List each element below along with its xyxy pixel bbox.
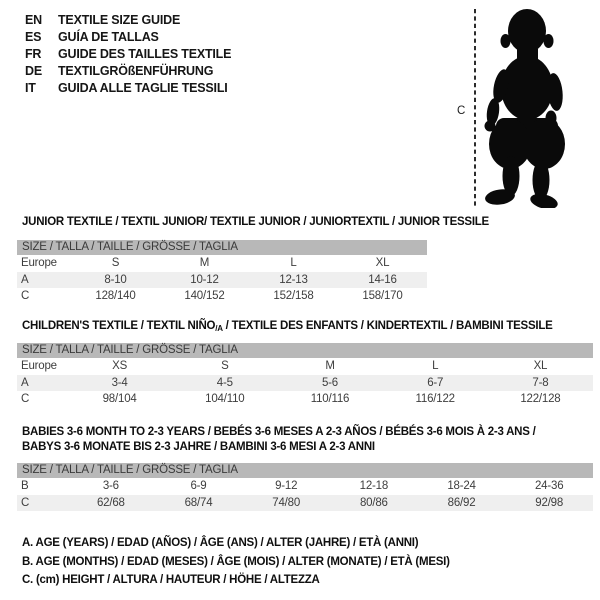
lang-title: TEXTILGRÖßENFÜHRUNG: [58, 64, 214, 79]
age-cell: 14-16: [368, 273, 397, 286]
lang-title: GUIDA ALLE TAGLIE TESSILI: [58, 81, 228, 96]
size-cell: M: [199, 257, 210, 270]
row-label: A: [21, 273, 29, 286]
babies-table-title: [22, 425, 536, 455]
children-table-title: [22, 319, 553, 336]
title-line-2: BABYS 3-6 MONATE BIS 2-3 JAHRE / BAMBINI 3-6 MESI A 2-3 ANNI: [22, 441, 375, 453]
table-row-europe: [17, 255, 427, 272]
row-label: B: [21, 480, 29, 493]
row-label: C: [21, 393, 30, 406]
row-label: C: [21, 496, 30, 509]
table-row-age: [17, 272, 427, 289]
lang-row-es: [25, 28, 231, 45]
lang-row-it: [25, 80, 231, 97]
size-cell: L: [432, 360, 439, 373]
height-cell: 98/104: [102, 393, 137, 406]
months-cell: 18-24: [447, 480, 476, 493]
age-cell: 12-13: [279, 273, 308, 286]
size-cell: XL: [533, 360, 548, 373]
age-cell: 6-7: [427, 376, 444, 389]
babies-size-table: [17, 463, 593, 511]
age-cell: 3-4: [111, 376, 128, 389]
height-cell: 92/98: [535, 496, 564, 509]
height-cell: 122/128: [520, 393, 561, 406]
toddler-silhouette: [484, 9, 565, 208]
height-cell: 62/68: [96, 496, 125, 509]
age-cell: 5-6: [321, 376, 339, 389]
lang-title: GUÍA DE TALLAS: [58, 29, 159, 44]
months-cell: 3-6: [102, 480, 119, 493]
size-header-bar: SIZE / TALLA / TAILLE / GRÖSSE / TAGLIA: [17, 463, 593, 478]
months-cell: 9-12: [275, 480, 298, 493]
footnote-age-years: A. AGE (YEARS) / EDAD (AÑOS) / ÂGE (ANS) / ALTER (JAHRE) / ETÀ (ANNI): [22, 537, 419, 549]
height-measure-label: C: [457, 105, 466, 117]
size-header-bar: SIZE / TALLA / TAILLE / GRÖSSE / TAGLIA: [17, 343, 593, 358]
table-row-age: [17, 375, 593, 392]
lang-row-fr: [25, 45, 231, 62]
row-label: Europe: [21, 257, 57, 270]
junior-table-title: JUNIOR TEXTILE / TEXTIL JUNIOR/ TEXTILE JUNIOR / JUNIORTEXTIL / JUNIOR TESSILE: [22, 216, 489, 228]
row-label: C: [21, 290, 30, 303]
size-cell: S: [221, 360, 229, 373]
junior-size-table: [17, 240, 427, 305]
size-cell: XS: [112, 360, 128, 373]
table-row-months: [17, 478, 593, 495]
title-subscript: /A: [215, 324, 223, 333]
legend-footnotes: [22, 534, 450, 590]
height-cell: 80/86: [359, 496, 388, 509]
height-cell: 152/158: [273, 290, 314, 303]
height-cell: 86/92: [447, 496, 476, 509]
row-label: A: [21, 376, 29, 389]
table-row-height: [17, 288, 427, 305]
size-cell: M: [325, 360, 335, 373]
size-cell: S: [111, 257, 120, 270]
height-cell: 74/80: [272, 496, 301, 509]
lang-title: GUIDE DES TAILLES TEXTILE: [58, 46, 232, 61]
title-line-1: BABIES 3-6 MONTH TO 2-3 YEARS / BEBÉS 3-6 MESES A 2-3 AÑOS / BÉBÉS 3-6 MOIS À 2-3 ANS /: [22, 426, 536, 438]
title-text: CHILDREN'S TEXTILE / TEXTIL NIÑO: [22, 320, 216, 332]
age-cell: 10-12: [190, 273, 219, 286]
size-cell: XL: [375, 257, 390, 270]
months-cell: 12-18: [359, 480, 389, 493]
language-title-list: [25, 11, 231, 97]
children-size-table: [17, 343, 593, 408]
height-cell: 110/116: [310, 393, 350, 406]
height-cell: 104/110: [205, 393, 245, 406]
row-label: Europe: [21, 360, 57, 373]
toddler-silhouette-figure: [454, 6, 586, 208]
height-cell: 140/152: [184, 290, 225, 303]
height-cell: 68/74: [184, 496, 213, 509]
lang-code: DE: [25, 64, 42, 79]
table-row-europe: [17, 358, 593, 375]
footnote-age-months: B. AGE (MONTHS) / EDAD (MESES) / ÂGE (MOIS) / ALTER (MONATE) / ETÀ (MESI): [22, 555, 450, 568]
table-row-height: [17, 391, 593, 408]
months-cell: 6-9: [190, 480, 207, 493]
months-cell: 24-36: [534, 480, 564, 493]
lang-code: IT: [25, 81, 36, 96]
age-cell: 4-5: [216, 376, 233, 389]
lang-code: ES: [25, 29, 42, 44]
title-text: / TEXTILE DES ENFANTS / KINDERTEXTIL / BAMBINI TESSILE: [222, 320, 553, 332]
height-cell: 116/122: [415, 393, 455, 406]
lang-title: TEXTILE SIZE GUIDE: [58, 12, 181, 27]
height-cell: 128/140: [95, 290, 136, 303]
footnote-height-cm: C. (cm) HEIGHT / ALTURA / HAUTEUR / HÖHE / ALTEZZA: [22, 574, 320, 587]
height-cell: 158/170: [362, 290, 403, 303]
age-cell: 8-10: [104, 273, 127, 286]
lang-code: EN: [25, 12, 42, 27]
lang-row-de: [25, 63, 231, 80]
size-header-bar: SIZE / TALLA / TAILLE / GRÖSSE / TAGLIA: [17, 240, 427, 255]
lang-code: FR: [25, 46, 42, 61]
size-cell: L: [290, 257, 297, 270]
lang-row-en: [25, 11, 231, 28]
age-cell: 7-8: [532, 376, 549, 389]
table-row-height: [17, 495, 593, 512]
